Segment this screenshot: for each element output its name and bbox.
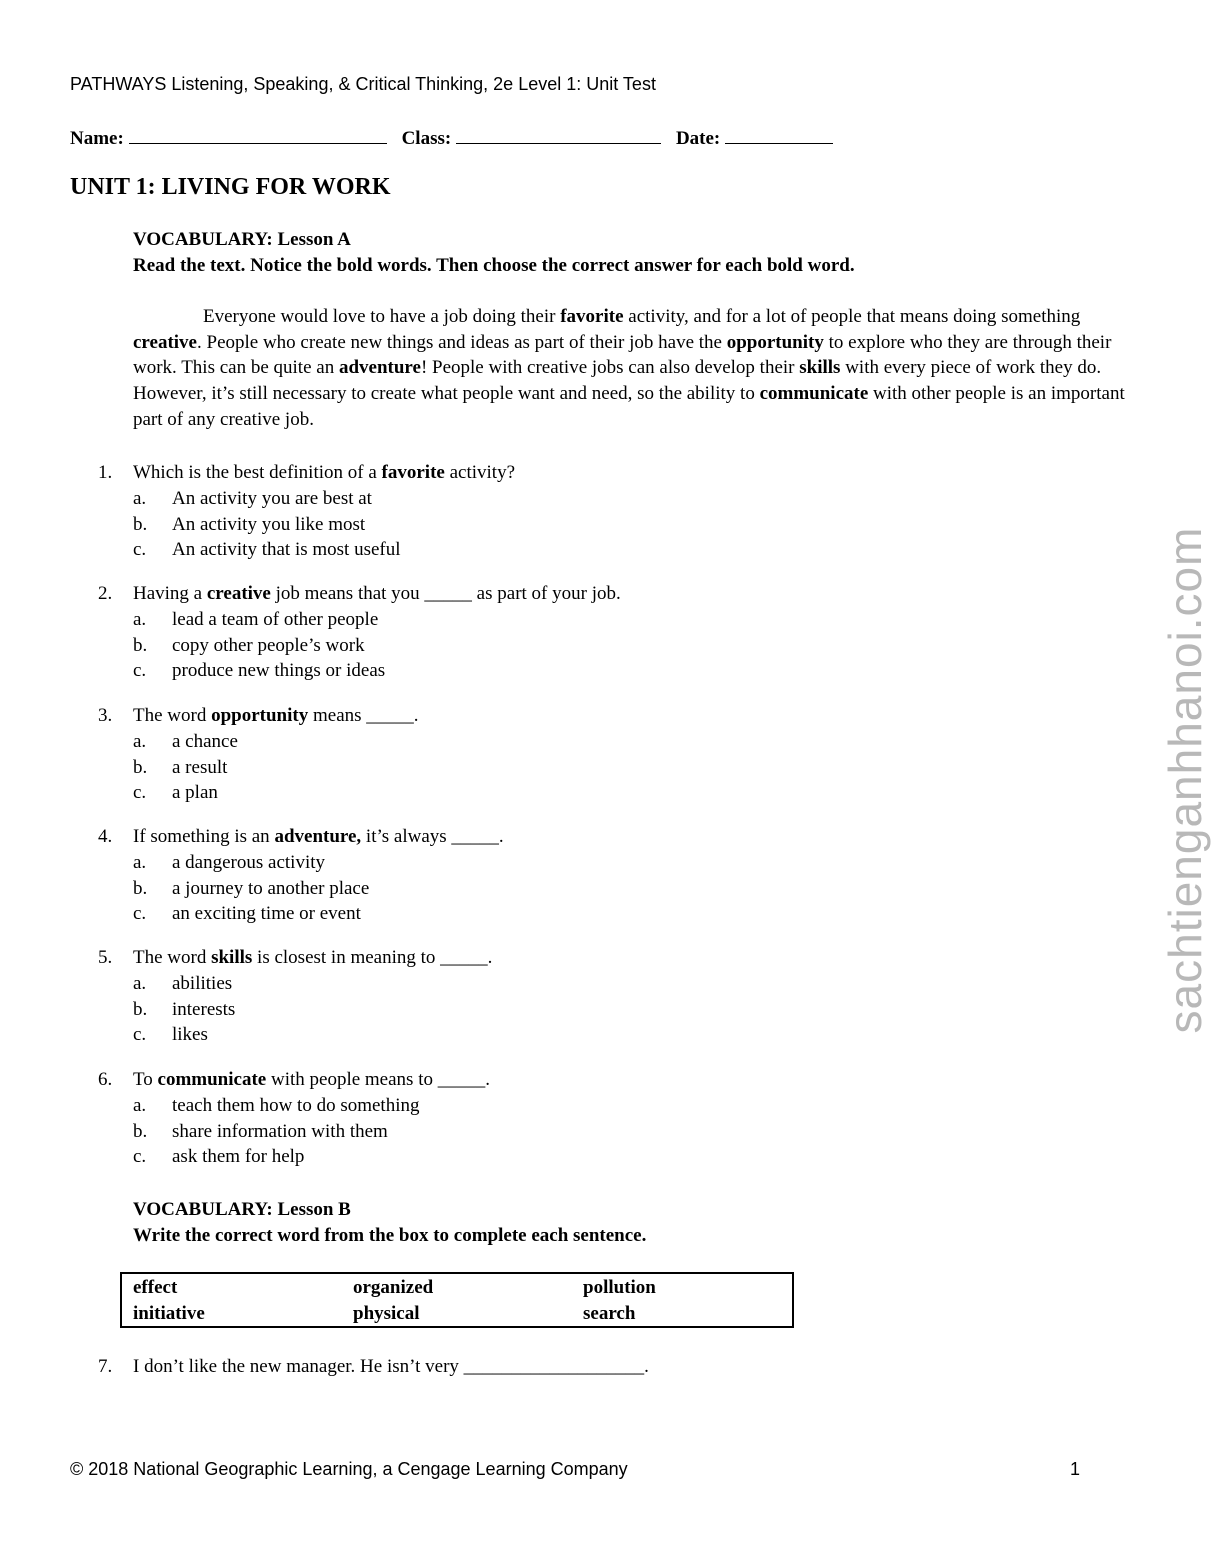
option-letter: a.	[133, 1094, 147, 1116]
page-number: 1	[1070, 1459, 1081, 1479]
option-letter: c.	[133, 903, 147, 925]
text-run: . People who create new things and ideas as part of their job have the	[197, 331, 727, 353]
bold-vocab-word: creative	[206, 583, 271, 604]
section-b-instruction: Write the correct word from the box to complete each sentence.	[133, 1225, 647, 1246]
bold-vocab-word: opportunity	[726, 331, 824, 353]
option-letter: b.	[133, 634, 148, 656]
option-text: An activity you are best at	[172, 487, 372, 509]
bold-vocab-word: favorite	[381, 462, 445, 483]
text-run: To	[133, 1069, 158, 1090]
name-blank	[129, 125, 387, 144]
option-text: produce new things or ideas	[172, 660, 386, 682]
option-text: lead a team of other people	[172, 608, 379, 630]
text-run: with other people is an important part of any creative job.	[133, 383, 1125, 430]
passage-paragraph	[133, 304, 1125, 433]
date-blank	[725, 125, 833, 144]
word-box-item: pollution	[583, 1277, 656, 1298]
option-letter: c.	[133, 1146, 147, 1168]
bold-vocab-word: communicate	[759, 383, 869, 405]
text-run: If something is an	[133, 826, 275, 847]
text-run: job means that you _____ as part of your job.	[270, 583, 621, 604]
student-info-row	[70, 125, 833, 150]
bold-vocab-word: skills	[211, 947, 253, 968]
question-number: 2.	[98, 583, 113, 604]
option-letter: a.	[133, 608, 147, 630]
question-number: 4.	[98, 826, 113, 847]
text-run: Having a	[133, 583, 207, 604]
option-letter: a.	[133, 972, 147, 994]
question-stem	[133, 945, 492, 971]
option-letter: b.	[133, 756, 148, 778]
option-letter: c.	[133, 1024, 147, 1046]
text-run: The word	[133, 705, 212, 726]
option-text: share information with them	[172, 1120, 388, 1142]
option-letter: b.	[133, 1120, 148, 1142]
option-text: a journey to another place	[172, 877, 370, 899]
option-letter: c.	[133, 539, 147, 561]
bold-vocab-word: favorite	[560, 306, 624, 327]
question-stem	[133, 1067, 490, 1093]
option-text: a plan	[172, 782, 218, 804]
section-a-instruction: Read the text. Notice the bold words. Then choose the correct answer for each bold word.	[133, 255, 855, 276]
text-run: means _____.	[308, 705, 419, 726]
option-text: An activity that is most useful	[172, 539, 401, 561]
bold-vocab-word: skills	[799, 357, 841, 379]
section-b-title: VOCABULARY: Lesson B	[133, 1199, 351, 1220]
option-letter: b.	[133, 877, 148, 899]
bold-vocab-word: opportunity	[211, 705, 309, 726]
watermark-text: sachtienganhhanoi.com	[1159, 526, 1211, 1034]
option-letter: b.	[133, 998, 148, 1020]
question-stem	[133, 703, 419, 729]
option-text: abilities	[172, 972, 233, 994]
option-text: ask them for help	[172, 1146, 305, 1168]
text-run: with people means to _____.	[266, 1069, 490, 1090]
word-box-item: effect	[133, 1277, 178, 1298]
question-number: 3.	[98, 705, 113, 726]
question-stem	[133, 581, 621, 607]
bold-vocab-word: adventure,	[274, 826, 362, 847]
option-text: interests	[172, 998, 236, 1020]
text-run: Everyone would love to have a job doing their	[203, 306, 561, 327]
question-stem	[133, 824, 504, 850]
document-header: PATHWAYS Listening, Speaking, & Critical Thinking, 2e Level 1: Unit Test	[70, 74, 656, 94]
option-text: a result	[172, 756, 228, 778]
text-run: with every piece of work they do. However, it’s still necessary to create what people want and need, so the ability to	[133, 357, 1102, 405]
unit-title: UNIT 1: LIVING FOR WORK	[70, 174, 391, 200]
question-number: 6.	[98, 1069, 113, 1090]
word-box-item: search	[583, 1303, 636, 1324]
text-run: to explore who they are through their work. This can be quite an	[133, 331, 1112, 379]
option-letter: c.	[133, 660, 147, 682]
word-box-item: organized	[353, 1277, 434, 1298]
date-label: Date:	[675, 128, 721, 149]
question-number: 7.	[98, 1356, 113, 1377]
word-box	[120, 1272, 794, 1328]
option-letter: c.	[133, 782, 147, 804]
text-run: it’s always _____.	[361, 826, 504, 847]
text-run: activity?	[444, 462, 516, 483]
copyright-footer: © 2018 National Geographic Learning, a Cengage Learning Company	[70, 1459, 628, 1479]
option-letter: b.	[133, 513, 148, 535]
option-letter: a.	[133, 487, 147, 509]
option-text: copy other people’s work	[172, 634, 365, 656]
option-text: a dangerous activity	[172, 851, 326, 873]
text-run: is closest in meaning to _____.	[252, 947, 493, 968]
word-box-item: physical	[353, 1303, 420, 1324]
question-stem	[133, 460, 515, 486]
reading-passage	[133, 304, 1125, 433]
class-label: Class:	[401, 128, 452, 149]
question-number: 5.	[98, 947, 113, 968]
question-number: 1.	[98, 462, 113, 483]
bold-vocab-word: creative	[133, 331, 197, 353]
bold-vocab-word: adventure	[338, 357, 421, 379]
option-letter: a.	[133, 730, 147, 752]
option-text: An activity you like most	[172, 513, 366, 535]
text-run: The word	[133, 947, 212, 968]
option-text: teach them how to do something	[172, 1094, 420, 1116]
option-text: an exciting time or event	[172, 903, 361, 925]
question-stem: I don’t like the new manager. He isn’t very ___________________.	[133, 1356, 649, 1377]
word-box-item: initiative	[133, 1303, 205, 1324]
name-label: Name:	[70, 128, 124, 149]
text-run: ! People with creative jobs can also develop their	[420, 357, 800, 379]
class-blank	[456, 125, 661, 144]
option-text: a chance	[172, 730, 238, 752]
section-a-title: VOCABULARY: Lesson A	[133, 229, 351, 250]
text-run: Which is the best definition of a	[133, 462, 382, 483]
text-run: activity, and for a lot of people that means doing something	[623, 306, 1081, 327]
option-letter: a.	[133, 851, 147, 873]
option-text: likes	[172, 1024, 208, 1046]
bold-vocab-word: communicate	[157, 1069, 267, 1090]
